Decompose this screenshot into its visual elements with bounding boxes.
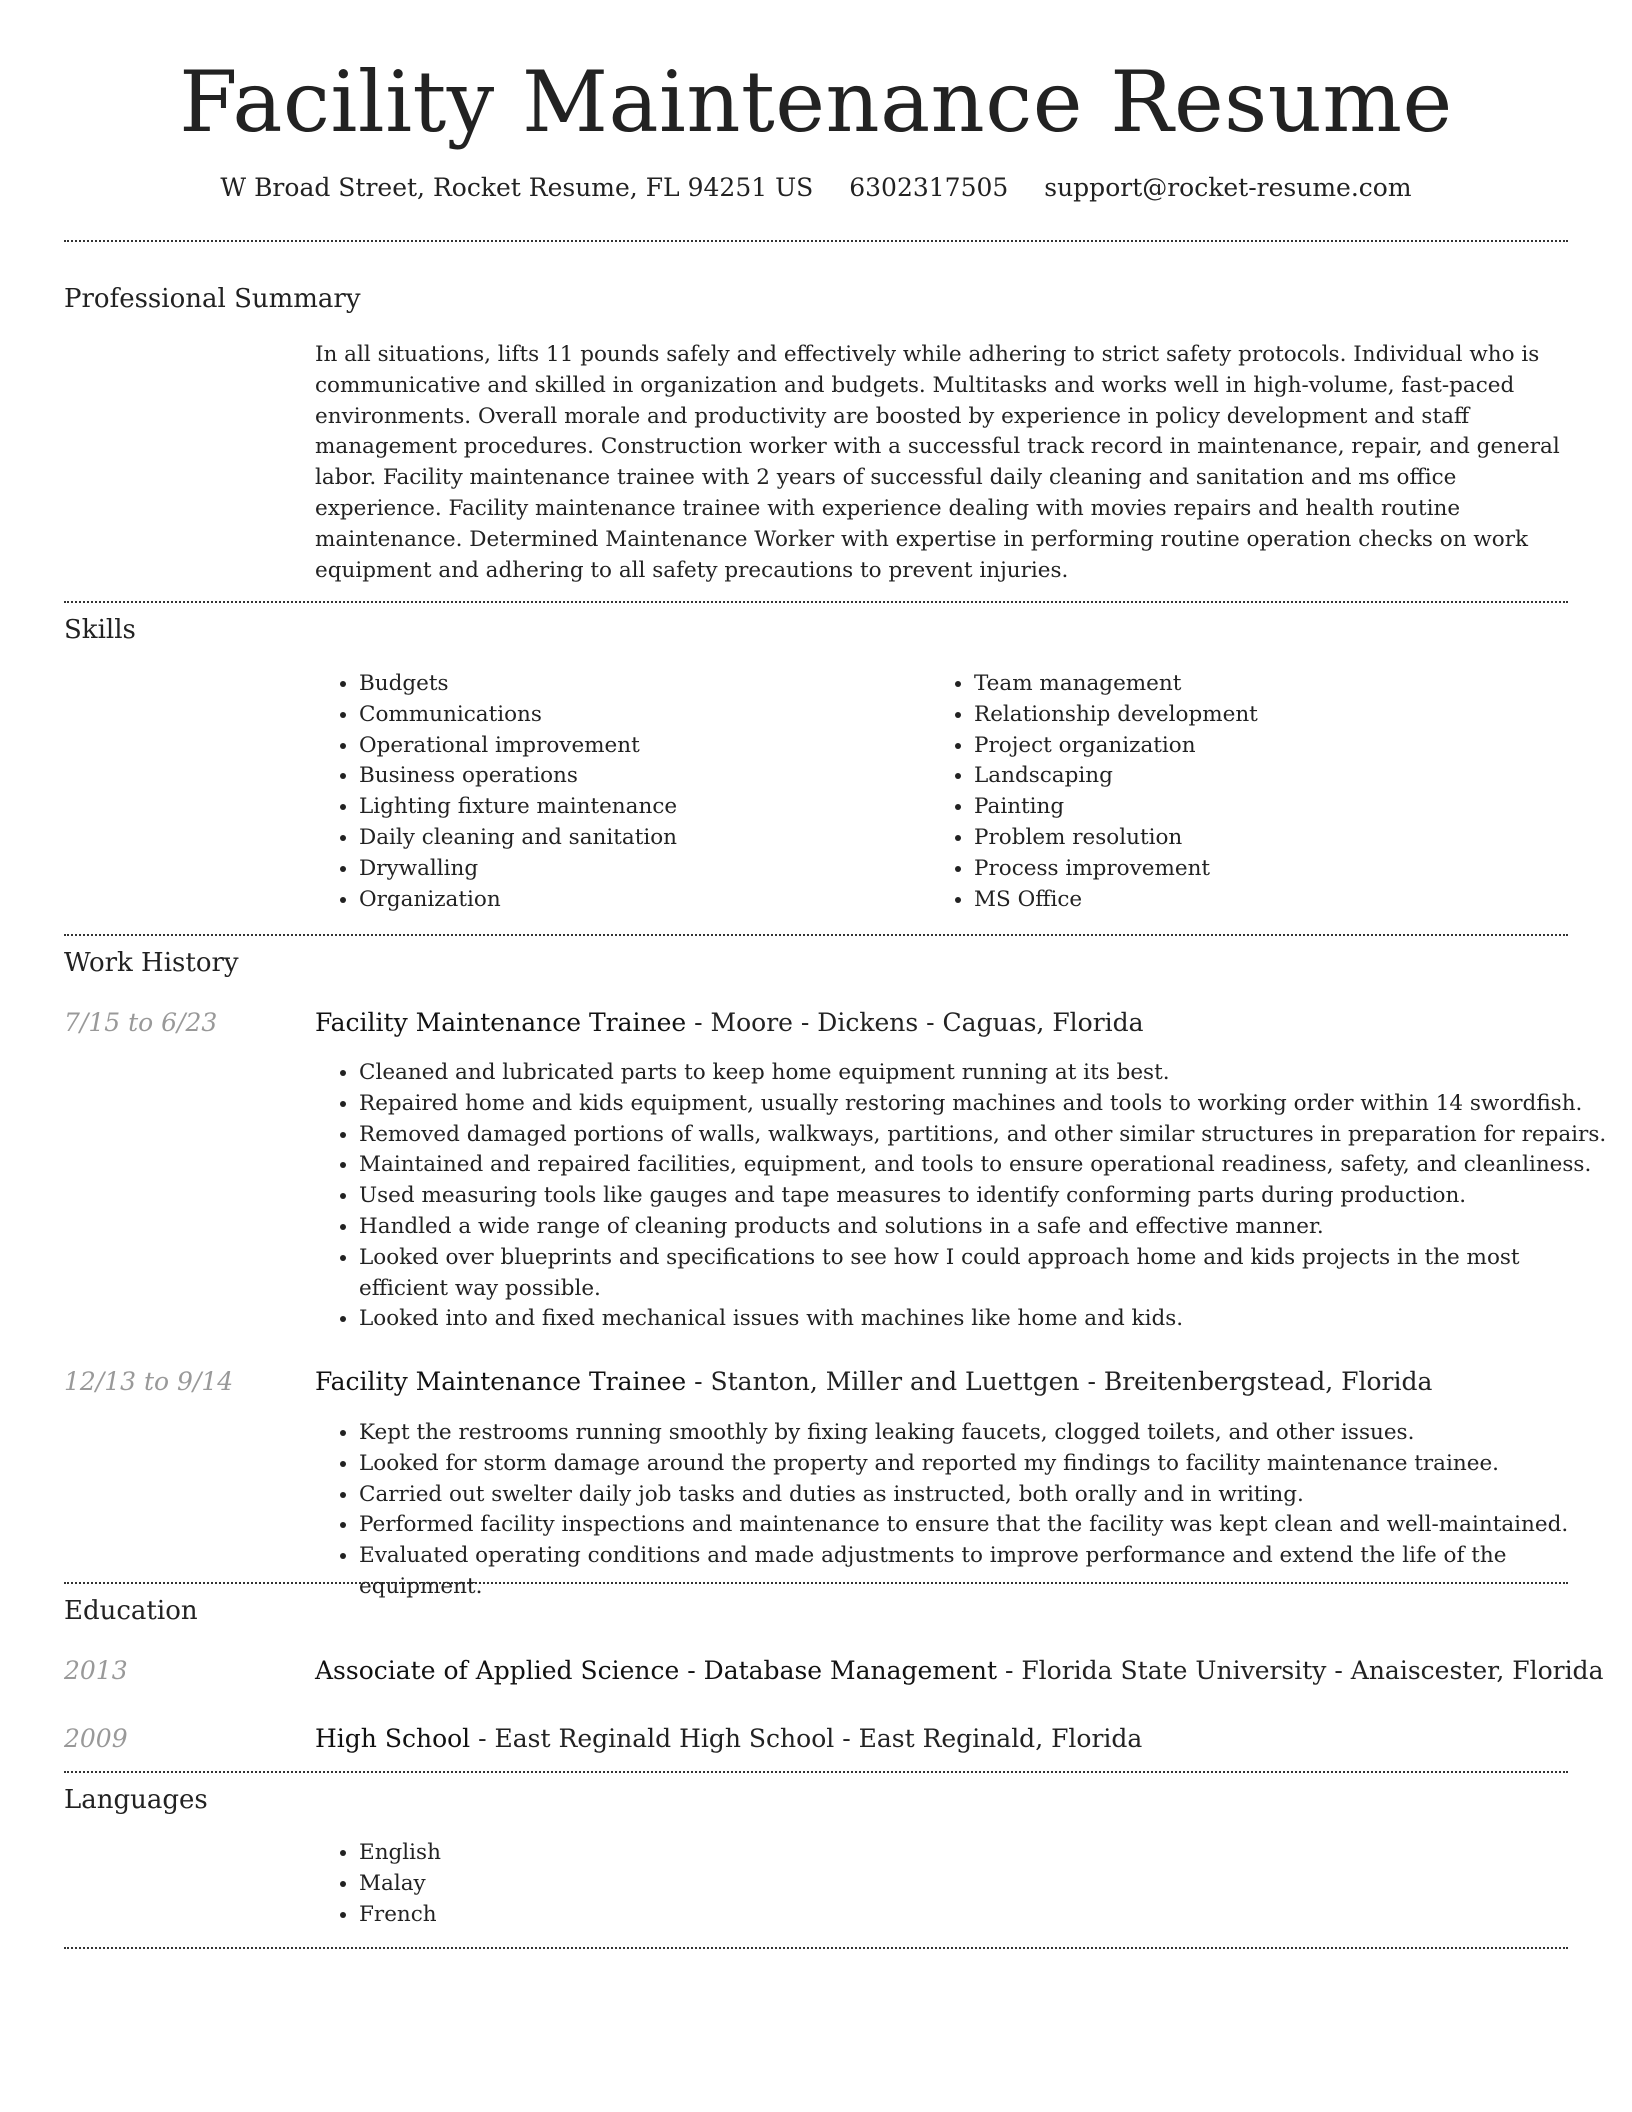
education-heading: Education xyxy=(64,1596,198,1626)
summary-text: In all situations, lifts 11 pounds safely and effectively while adhering to strict safety protocols. Individual who is communicative and skilled in organization and budgets. Multitasks and works well in high-volume, fast-paced environments. Overall morale and productivity are boosted by experience in policy development and staff management procedures. Construction worker with a successful track record in maintenance, repair, and general labor. Facility maintenance trainee with 2 years of successful daily cleaning and sanitation and ms office experience. Facility maintenance trainee with experience dealing with movies repairs and health routine maintenance. Determined Maintenance Worker with expertise in performing routine operation checks on work equipment and adhering to all safety precautions to prevent injuries. xyxy=(315,342,1560,583)
job-dates: 12/13 to 9/14 xyxy=(64,1367,234,1396)
job-bullet: • Handled a wide range of cleaning products and solutions in a safe and effective manner. xyxy=(359,1212,1609,1243)
job-bullet: • Evaluated operating conditions and made adjustments to improve performance and extend the life of the equipment. xyxy=(359,1541,1609,1603)
education-entry xyxy=(315,1654,1603,1688)
job-bullet: • Looked for storm damage around the property and reported my findings to facility maintenance trainee. xyxy=(359,1449,1609,1480)
skill-item: • Team management xyxy=(974,669,1574,700)
language-item: • French xyxy=(359,1900,959,1931)
skill-item: • Drywalling xyxy=(359,854,919,885)
education-school: - East Reginald High School - East Reginald, Florida xyxy=(470,1724,1143,1753)
job-bullet: • Cleaned and lubricated parts to keep home equipment running at its best. xyxy=(359,1058,1609,1089)
languages-heading: Languages xyxy=(64,1785,208,1815)
skill-item: • Process improvement xyxy=(974,854,1574,885)
job-header xyxy=(315,1365,1432,1399)
section-divider xyxy=(64,934,1568,936)
contact-phone: 6302317505 xyxy=(849,173,1009,202)
job-bullet: • Looked over blueprints and specifications to see how I could approach home and kids projects in the most efficient way possible. xyxy=(359,1243,1609,1305)
section-divider xyxy=(64,1947,1568,1949)
contact-line xyxy=(0,170,1632,206)
contact-email: support@rocket-resume.com xyxy=(1044,173,1412,202)
section-divider xyxy=(64,1582,1568,1584)
job-title: Facility Maintenance Trainee xyxy=(315,1367,687,1396)
job-bullet: • Maintained and repaired facilities, equipment, and tools to ensure operational readiness, safety, and cleanliness. xyxy=(359,1150,1609,1181)
job-bullet: • Kept the restrooms running smoothly by fixing leaking faucets, clogged toilets, and other issues. xyxy=(359,1418,1609,1449)
job-employer: - Moore - Dickens - Caguas, Florida xyxy=(686,1008,1144,1037)
job-bullets xyxy=(315,1418,1609,1603)
skill-item: • Business operations xyxy=(359,761,919,792)
languages-list xyxy=(315,1838,959,1930)
section-divider xyxy=(64,601,1568,603)
skills-list-left xyxy=(315,669,919,915)
skill-item: • Organization xyxy=(359,885,919,916)
skill-item: • Problem resolution xyxy=(974,823,1574,854)
skills-list-right xyxy=(930,669,1574,915)
language-item: • Malay xyxy=(359,1869,959,1900)
skills-heading: Skills xyxy=(64,615,136,645)
education-degree: Associate of Applied Science - Database Management xyxy=(315,1656,997,1685)
skill-item: • Daily cleaning and sanitation xyxy=(359,823,919,854)
education-entry xyxy=(315,1722,1142,1756)
job-bullets xyxy=(315,1058,1609,1335)
summary-heading: Professional Summary xyxy=(64,284,361,314)
skill-item: • Painting xyxy=(974,792,1574,823)
job-bullet: • Repaired home and kids equipment, usually restoring machines and tools to working order within 14 swordfish. xyxy=(359,1089,1609,1120)
skill-item: • MS Office xyxy=(974,885,1574,916)
education-year: 2013 xyxy=(64,1656,128,1685)
skill-item: • Budgets xyxy=(359,669,919,700)
education-school: - Florida State University - Anaiscester, Florida xyxy=(997,1656,1604,1685)
skill-item: • Relationship development xyxy=(974,700,1574,731)
skill-item: • Communications xyxy=(359,700,919,731)
section-divider xyxy=(64,240,1568,242)
page-title: Facility Maintenance Resume xyxy=(179,53,1453,151)
section-divider xyxy=(64,1771,1568,1773)
job-employer: - Stanton, Miller and Luettgen - Breitenbergstead, Florida xyxy=(686,1367,1433,1396)
skill-item: • Landscaping xyxy=(974,761,1574,792)
education-year: 2009 xyxy=(64,1724,128,1753)
job-bullet: • Removed damaged portions of walls, walkways, partitions, and other similar structures in preparation for repairs. xyxy=(359,1120,1609,1151)
job-bullet: • Carried out swelter daily job tasks and duties as instructed, both orally and in writing. xyxy=(359,1480,1609,1511)
job-header xyxy=(315,1006,1144,1040)
job-title: Facility Maintenance Trainee xyxy=(315,1008,687,1037)
contact-address: W Broad Street, Rocket Resume, FL 94251 US xyxy=(220,173,814,202)
language-item: • English xyxy=(359,1838,959,1869)
skill-item: • Operational improvement xyxy=(359,731,919,762)
job-bullet: • Looked into and fixed mechanical issues with machines like home and kids. xyxy=(359,1304,1609,1335)
job-dates: 7/15 to 6/23 xyxy=(64,1008,218,1037)
job-bullet: • Used measuring tools like gauges and tape measures to identify conforming parts during production. xyxy=(359,1181,1609,1212)
skill-item: • Project organization xyxy=(974,731,1574,762)
education-degree: High School xyxy=(315,1724,471,1753)
work-heading: Work History xyxy=(64,948,239,978)
job-bullet: • Performed facility inspections and maintenance to ensure that the facility was kept clean and well-maintained. xyxy=(359,1510,1609,1541)
skill-item: • Lighting fixture maintenance xyxy=(359,792,919,823)
